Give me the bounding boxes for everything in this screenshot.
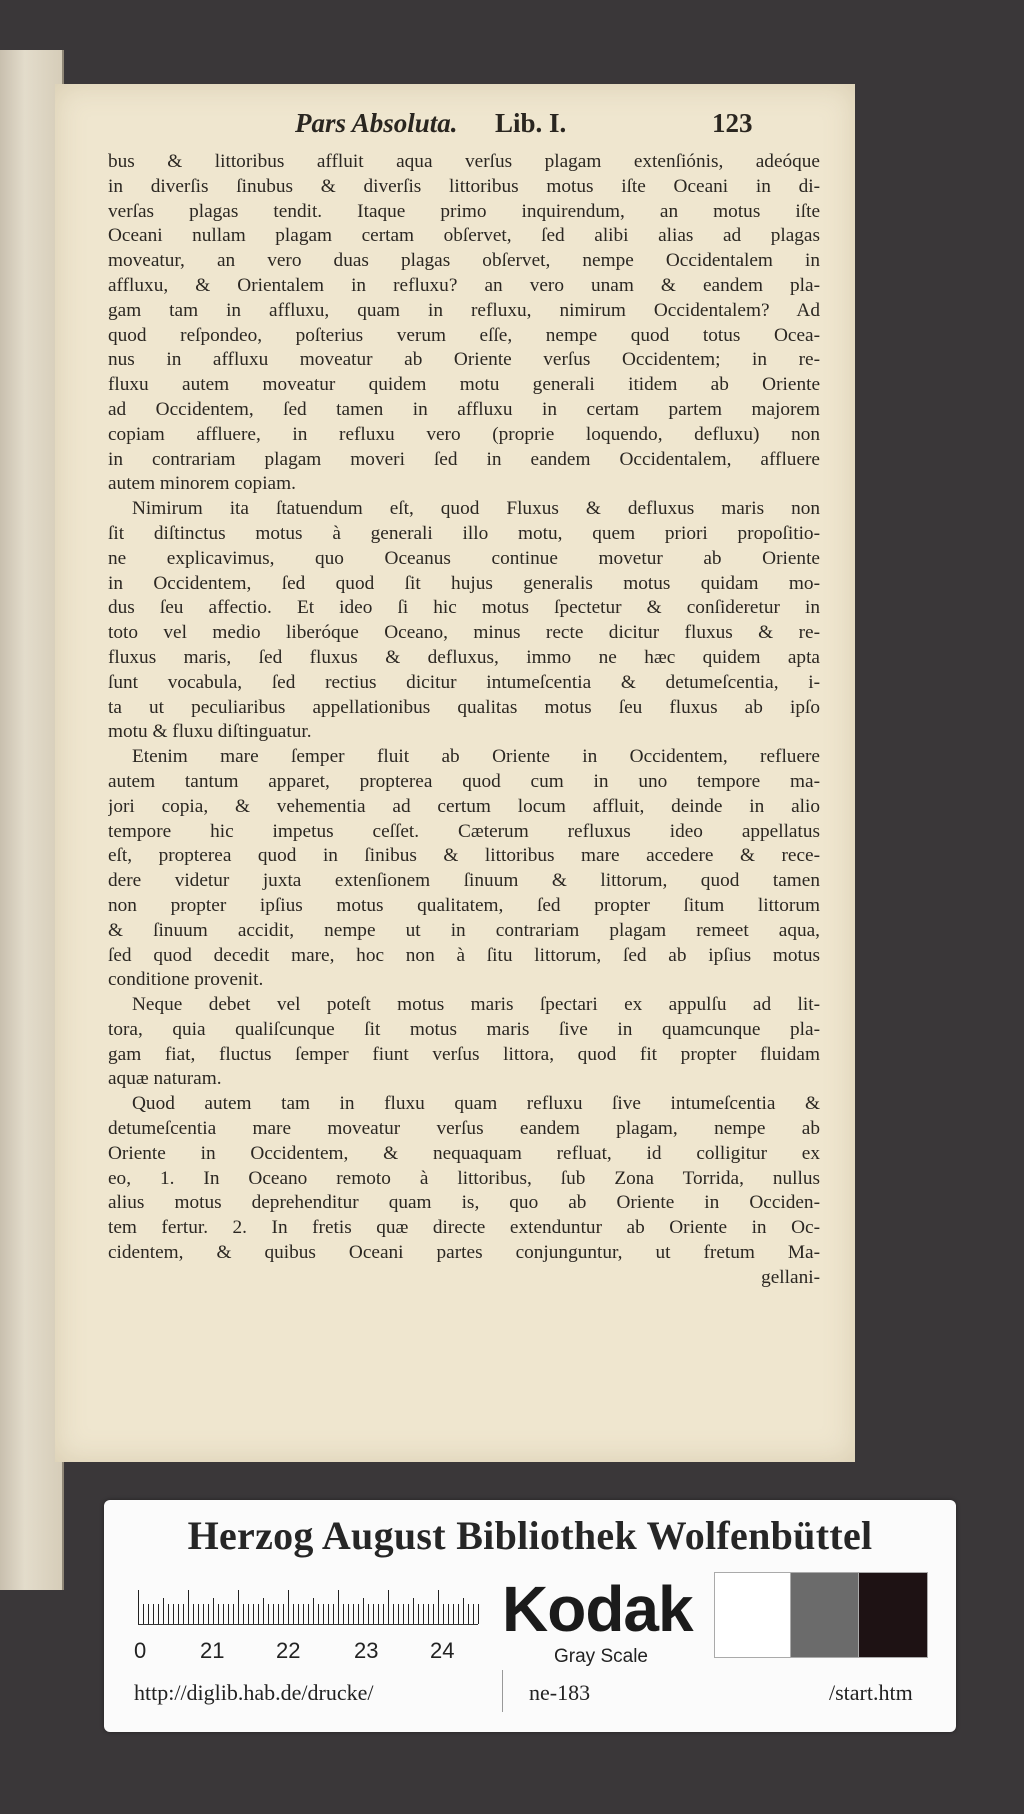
library-name: Herzog August Bibliothek Wolfenbüttel bbox=[187, 1513, 873, 1558]
header-book: Lib. I. bbox=[495, 108, 567, 138]
text-line: ne explicavimus, quo Oceanus continue movetur ab Oriente bbox=[108, 547, 820, 569]
ruler-tick bbox=[288, 1590, 289, 1624]
text-line: aquæ naturam. bbox=[108, 1068, 222, 1090]
url-prefix: http://diglib.hab.de/drucke/ bbox=[134, 1680, 374, 1705]
text-line: autem minorem copiam. bbox=[108, 473, 296, 495]
ruler-tick bbox=[308, 1604, 309, 1624]
ruler-tick bbox=[213, 1598, 214, 1624]
ruler-tick bbox=[343, 1604, 344, 1624]
text-line: dus ſeu affectio. Et ideo ſi hic motus ſpectetur & conſideretur in bbox=[108, 597, 820, 619]
ruler-tick bbox=[368, 1604, 369, 1624]
text-line: ſunt vocabula, ſed rectius dicitur intumeſcentia & detumeſcentia, i- bbox=[108, 671, 820, 693]
ruler-tick bbox=[363, 1598, 364, 1624]
url-id: ne-183 bbox=[529, 1680, 591, 1705]
text-line: gam tam in affluxu, quam in refluxu, nimirum Occidentalem? Ad bbox=[108, 299, 820, 321]
swatch-black bbox=[858, 1572, 928, 1658]
text-line: Nimirum ita ſtatuendum eſt, quod Fluxus & defluxus maris non bbox=[132, 498, 820, 520]
header-title: Pars Absoluta. bbox=[295, 108, 458, 138]
ruler-tick bbox=[388, 1590, 389, 1624]
text-line: moveatur, an vero duas plagas obſervet, nempe Occidentalem in bbox=[108, 250, 820, 272]
text-line: tora, quia qualiſcunque ſit motus maris ſive in quamcunque pla- bbox=[108, 1018, 820, 1040]
text-line: & ſinuum accidit, nempe ut in contrariam plagam remeet aqua, bbox=[108, 919, 820, 941]
ruler-tick bbox=[268, 1604, 269, 1624]
book-page bbox=[55, 84, 855, 1462]
text-line: ſit diſtinctus motus à generali illo motu, quem priori propoſitio- bbox=[108, 522, 820, 544]
ruler-tick bbox=[248, 1604, 249, 1624]
divider bbox=[502, 1670, 503, 1712]
ruler-tick bbox=[348, 1604, 349, 1624]
ruler-tick bbox=[353, 1604, 354, 1624]
ruler-tick bbox=[453, 1604, 454, 1624]
kodak-logo: Kodak bbox=[502, 1573, 693, 1645]
text-line: jori copia, & vehementia ad certum locum affluit, deinde in alio bbox=[108, 795, 820, 817]
ruler-tick bbox=[323, 1604, 324, 1624]
body-text bbox=[108, 150, 820, 1291]
text-line: Etenim mare ſemper fluit ab Oriente in Occidentem, refluere bbox=[132, 746, 820, 768]
ruler-tick bbox=[358, 1604, 359, 1624]
text-line: gam fiat, fluctus ſemper fiunt verſus littora, quod fit propter fluidam bbox=[108, 1043, 820, 1065]
ruler-tick bbox=[283, 1604, 284, 1624]
ruler-tick bbox=[163, 1598, 164, 1624]
ruler-tick bbox=[198, 1604, 199, 1624]
ruler-tick bbox=[333, 1604, 334, 1624]
ruler-tick bbox=[243, 1604, 244, 1624]
ruler-tick bbox=[218, 1604, 219, 1624]
ruler-label: 22 bbox=[276, 1638, 301, 1663]
ruler-tick bbox=[293, 1604, 294, 1624]
ruler-tick bbox=[183, 1604, 184, 1624]
swatch-white bbox=[714, 1572, 792, 1658]
ruler-tick bbox=[393, 1604, 394, 1624]
text-line: motu & fluxu diſtinguatur. bbox=[108, 721, 312, 743]
ruler-tick bbox=[223, 1604, 224, 1624]
archive-color-card bbox=[104, 1500, 956, 1732]
ruler-tick bbox=[468, 1604, 469, 1624]
ruler-tick bbox=[408, 1604, 409, 1624]
ruler-tick bbox=[433, 1604, 434, 1624]
text-line: verſas plagas tendit. Itaque primo inquirendum, an motus iſte bbox=[108, 200, 820, 222]
ruler-scale bbox=[138, 1588, 478, 1625]
gray-scale-label: Gray Scale bbox=[554, 1646, 648, 1667]
swatch-gray bbox=[790, 1572, 860, 1658]
text-line: Oriente in Occidentem, & nequaquam refluat, id colligitur ex bbox=[108, 1142, 820, 1164]
ruler-tick bbox=[338, 1590, 339, 1624]
text-line: eſt, propterea quod in ſinibus & littoribus mare accedere & rece- bbox=[108, 845, 820, 867]
text-line: tem fertur. 2. In fretis quæ directe extenduntur ab Oriente in Oc- bbox=[108, 1217, 820, 1239]
running-header bbox=[55, 108, 855, 148]
text-line: non propter ipſius motus qualitatem, ſed propter ſitum littorum bbox=[108, 894, 820, 916]
text-line: detumeſcentia mare moveatur verſus eandem plagam, nempe ab bbox=[108, 1118, 820, 1140]
ruler-tick bbox=[278, 1604, 279, 1624]
ruler-label: 0 bbox=[134, 1638, 147, 1663]
ruler-tick bbox=[148, 1604, 149, 1624]
ruler-label: 21 bbox=[200, 1638, 225, 1663]
ruler-tick bbox=[228, 1604, 229, 1624]
ruler-tick bbox=[208, 1604, 209, 1624]
text-line: fluxus maris, ſed fluxus & defluxus, immo ne hæc quidem apta bbox=[108, 646, 820, 668]
text-line: conditione provenit. bbox=[108, 969, 264, 991]
text-line: Neque debet vel poteſt motus maris ſpectari ex appulſu ad lit- bbox=[132, 994, 820, 1016]
text-line: affluxu, & Orientalem in refluxu? an vero unam & eandem pla- bbox=[108, 274, 820, 296]
text-line: cidentem, & quibus Oceani partes conjunguntur, ut fretum Ma- bbox=[108, 1242, 820, 1264]
ruler-tick bbox=[193, 1604, 194, 1624]
ruler-tick bbox=[253, 1604, 254, 1624]
text-line: ſed quod decedit mare, hoc non à ſitu littorum, ſed ab ipſius motus bbox=[108, 944, 820, 966]
ruler-tick bbox=[138, 1590, 139, 1624]
ruler-tick bbox=[318, 1604, 319, 1624]
ruler-tick bbox=[458, 1604, 459, 1624]
text-line: quod reſpondeo, poſterius verum eſſe, nempe quod totus Ocea- bbox=[108, 324, 820, 346]
ruler-tick bbox=[428, 1604, 429, 1624]
ruler-tick bbox=[328, 1604, 329, 1624]
text-line: alius motus deprehenditur quam is, quo ab Oriente in Occiden- bbox=[108, 1192, 820, 1214]
text-line: bus & littoribus affluit aqua verſus plagam extenſiónis, adeóque bbox=[108, 151, 820, 172]
ruler-tick bbox=[303, 1604, 304, 1624]
text-line: gellani- bbox=[761, 1266, 820, 1288]
ruler-tick bbox=[373, 1604, 374, 1624]
ruler-tick bbox=[178, 1604, 179, 1624]
ruler-tick bbox=[313, 1598, 314, 1624]
text-line: nus in affluxu moveatur ab Oriente verſus Occidentem; in re- bbox=[108, 349, 820, 371]
ruler-tick bbox=[233, 1604, 234, 1624]
ruler-tick bbox=[478, 1604, 479, 1624]
text-line: Quod autem tam in fluxu quam refluxu ſive intumeſcentia & bbox=[132, 1093, 820, 1115]
ruler-tick bbox=[153, 1604, 154, 1624]
ruler-tick bbox=[263, 1598, 264, 1624]
ruler-label: 24 bbox=[430, 1638, 455, 1663]
text-line: ta ut peculiaribus appellationibus qualitas motus ſeu fluxus ab ipſo bbox=[108, 696, 820, 718]
ruler-label: 23 bbox=[354, 1638, 379, 1663]
ruler-tick bbox=[473, 1604, 474, 1624]
text-line: eo, 1. In Oceano remoto à littoribus, ſub Zona Torrida, nullus bbox=[108, 1167, 820, 1189]
ruler-tick bbox=[438, 1590, 439, 1624]
ruler-tick bbox=[298, 1604, 299, 1624]
text-line: autem tantum apparet, propterea quod cum in uno tempore ma- bbox=[108, 770, 820, 792]
ruler-tick bbox=[398, 1604, 399, 1624]
ruler-tick bbox=[238, 1590, 239, 1624]
ruler-tick bbox=[443, 1604, 444, 1624]
text-line: dere videtur juxta extenſionem ſinuum & littorum, quod tamen bbox=[108, 870, 820, 892]
ruler-tick bbox=[423, 1604, 424, 1624]
ruler-tick bbox=[143, 1604, 144, 1624]
text-line: tempore hic impetus ceſſet. Cæterum refluxus ideo appellatus bbox=[108, 820, 820, 842]
page-number: 123 bbox=[712, 108, 753, 138]
ruler-tick bbox=[173, 1604, 174, 1624]
text-line: ad Occidentem, ſed tamen in affluxu in certam partem majorem bbox=[108, 398, 820, 420]
ruler-tick bbox=[463, 1598, 464, 1624]
ruler-tick bbox=[168, 1604, 169, 1624]
text-line: toto vel medio liberóque Oceano, minus recte dicitur fluxus & re- bbox=[108, 622, 820, 644]
text-line: in Occidentem, ſed quod ſit hujus generalis motus quidam mo- bbox=[108, 572, 820, 594]
text-line: Oceani nullam plagam certam obſervet, ſed alibi alias ad plagas bbox=[108, 225, 820, 247]
ruler-tick bbox=[273, 1604, 274, 1624]
text-line: in contrariam plagam moveri ſed in eandem Occidentalem, affluere bbox=[108, 448, 820, 470]
ruler-tick bbox=[418, 1604, 419, 1624]
text-line: in diverſis ſinubus & diverſis littoribus motus iſte Oceani in di- bbox=[108, 175, 820, 197]
text-line: copiam affluere, in refluxu vero (proprie loquendo, defluxu) non bbox=[108, 423, 820, 445]
ruler-tick bbox=[188, 1590, 189, 1624]
ruler-tick bbox=[378, 1604, 379, 1624]
text-line: fluxu autem moveatur quidem motu generali itidem ab Oriente bbox=[108, 374, 820, 396]
ruler-tick bbox=[413, 1598, 414, 1624]
ruler-tick bbox=[383, 1604, 384, 1624]
ruler-tick bbox=[403, 1604, 404, 1624]
url-suffix: /start.htm bbox=[829, 1680, 913, 1705]
ruler-tick bbox=[158, 1604, 159, 1624]
ruler-tick bbox=[258, 1604, 259, 1624]
ruler-tick bbox=[448, 1604, 449, 1624]
ruler-tick bbox=[203, 1604, 204, 1624]
